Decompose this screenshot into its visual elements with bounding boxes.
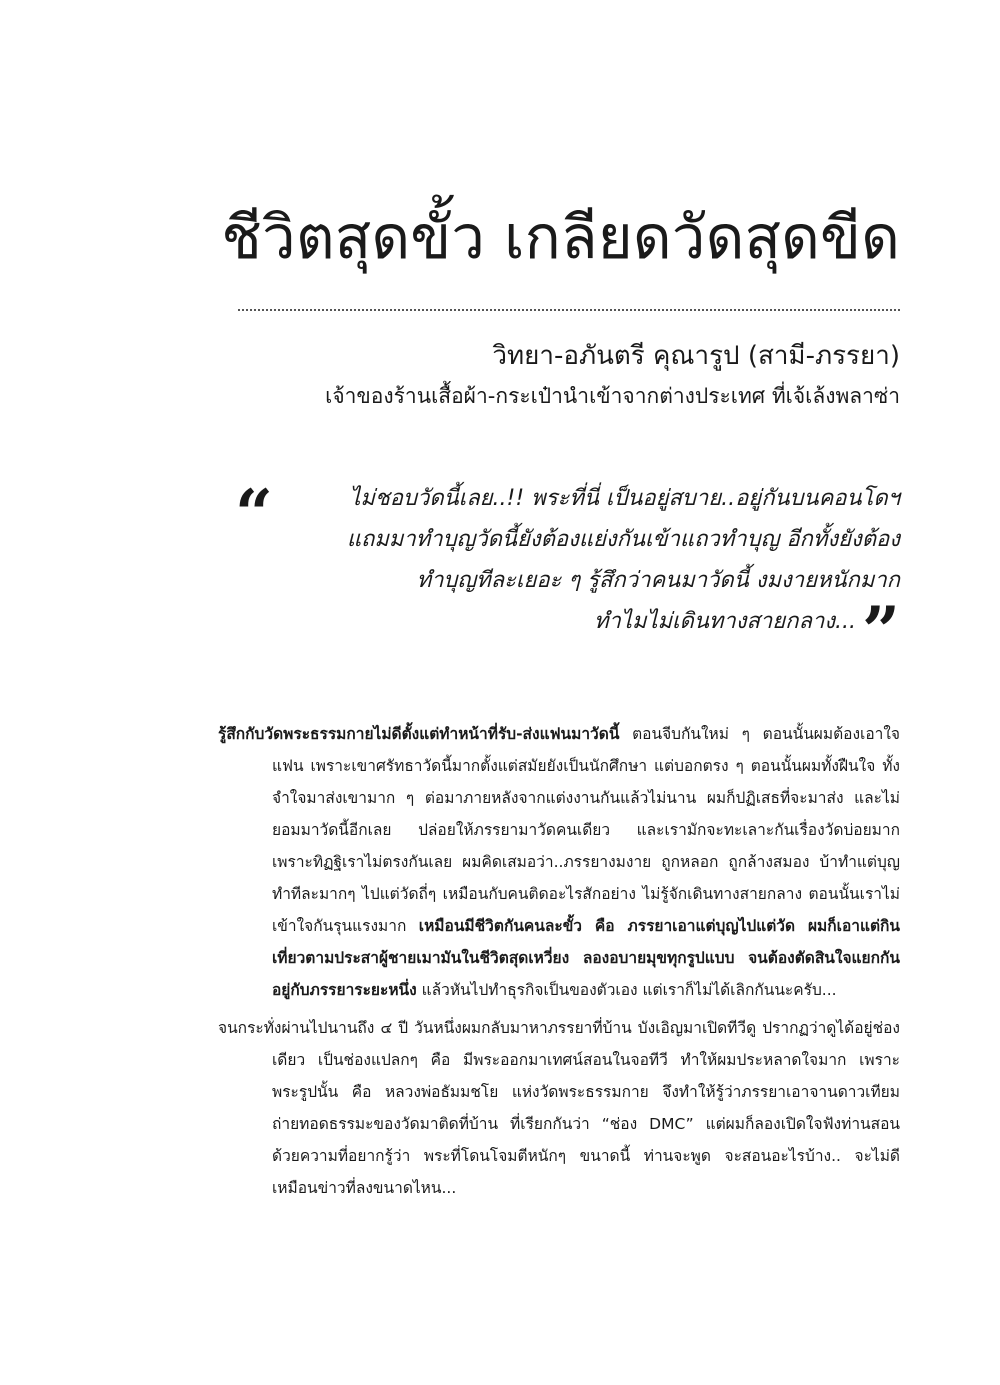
bold-text: เหมือนมีชีวิตกันคนละขั้ว คือ ภรรยาเอาแต่บุญไปแต่วัด ผมก็เอาแต่กินเที่ยวตามประสาผู้ชายเมามันในชีวิตสุดเหวี่ยง ลองอบายมุขทุกรูปแบบ จนต้องตัดสินใจแยกกันอยู่กับภรรยาระยะหนึ่ง bbox=[272, 917, 901, 999]
paragraph-text: ตอนจีบกันใหม่ ๆ ตอนนั้นผมต้องเอาใจแฟน เพราะเขาศรัทธาวัดนี้มากตั้งแต่สมัยยังเป็นนักศึกษา แต่บอกตรง ๆ ตอนนั้นผมทั้งฝืนใจ ทั้งจำใจมาส่งเขามาก ๆ ต่อมาภายหลังจากแต่งงานกันแล้วไม่นาน ผมก็ปฏิเสธที่จะมาส่ง และไม่ยอมมาวัดนี้อีกเลย ปล่อยให้ภรรยามาวัดคนเดียว และเรามักจะทะเลาะกันเรื่องวัดบ่อยมาก เพราะทิฏฐิเราไม่ตรงกันเลย ผมคิดเสมอว่า..ภรรยางมงาย ถูกหลอก ถูกล้างสมอง บ้าทำแต่บุญ ทำทีละมากๆ ไปแต่วัดถี่ๆ เหมือนกับคนติดอะไรสักอย่าง ไม่รู้จักเดินทางสายกลาง ตอนนั้นเราไม่เข้าใจกันรุนแรงมาก bbox=[272, 725, 900, 935]
paragraph-text: จนกระทั่งผ่านไปนานถึง ๔ ปี วันหนึ่งผมกลับมาหาภรรยาที่บ้าน บังเอิญมาเปิดทีวีดู ปรากฏว่าดูได้อยู่ช่องเดียว เป็นช่องแปลกๆ คือ มีพระออกมาเทศน์สอนในจอทีวี ทำให้ผมประหลาดใจมาก เพราะพระรูปนั้น คือ หลวงพ่อธัมมชโย แห่งวัดพระธรรมกาย จึงทำให้รู้ว่าภรรยาเอาจานดาวเทียมถ่ายทอดธรรมะของวัดมาติดที่บ้าน ที่เรียกกันว่า “ช่อง DMC” แต่ผมก็ลองเปิดใจฟังท่านสอน ด้วยความที่อยากรู้ว่า พระที่โดนโจมตีหนักๆ ขนาดนี้ ท่านจะพูด จะสอนอะไรบ้าง.. จะไม่ดีเหมือนข่าวที่ลงขนาดไหน... bbox=[218, 1019, 900, 1197]
quote-line: แถมมาทำบุญวัดนี้ยังต้องแย่งกันเข้าแถวทำบุญ อีกทั้งยังต้อง bbox=[346, 527, 900, 552]
author-description: เจ้าของร้านเสื้อผ้า-กระเป๋านำเข้าจากต่างประเทศ ที่เจ้เล้งพลาซ่า bbox=[325, 384, 900, 408]
quote-line: ทำไมไม่เดินทางสายกลาง... bbox=[594, 609, 857, 634]
author-block bbox=[325, 338, 900, 412]
quote-line: ไม่ชอบวัดนี้เลย..!! พระที่นี่ เป็นอยู่สบาย..อยู่กันบนคอนโดฯ bbox=[349, 486, 900, 511]
paragraph-text: แล้วหันไปทำธุรกิจเป็นของตัวเอง แต่เราก็ไม่ได้เลิกกันนะครับ... bbox=[416, 981, 837, 999]
paragraph-1 bbox=[218, 718, 900, 1006]
quote-line: ทำบุญทีละเยอะ ๆ รู้สึกว่าคนมาวัดนี้ งมงายหนักมาก bbox=[416, 568, 900, 593]
author-name: วิทยา-อภันตรี คุณารูป (สามี-ภรรยา) bbox=[492, 341, 900, 371]
page-title: ชีวิตสุดขั้ว เกลียดวัดสุดขีด bbox=[221, 203, 900, 273]
lead-bold-text: รู้สึกกับวัดพระธรรมกายไม่ดีตั้งแต่ทำหน้าที่รับ-ส่งแฟนมาวัดนี้ bbox=[218, 725, 620, 743]
dotted-divider bbox=[238, 309, 900, 311]
paragraph-2 bbox=[218, 1012, 900, 1204]
pull-quote: “ ไม่ชอบวัดนี้เลย..!! พระที่นี่ เป็นอยู่สบาย..อยู่กันบนคอนโดฯ แถมมาทำบุญวัดนี้ยังต้องแย่งกันเข้าแถวทำบุญ อีกทั้งยังต้อง ทำบุญทีละเยอะ ๆ รู้สึกว่าคนมาวัดนี้ งมงายหนักมาก ทำไมไม่เดินทางสายกลาง...” bbox=[235, 475, 900, 670]
close-quote-mark: ” bbox=[862, 592, 900, 670]
quote-line-last bbox=[235, 592, 900, 670]
article-body bbox=[218, 718, 900, 1210]
